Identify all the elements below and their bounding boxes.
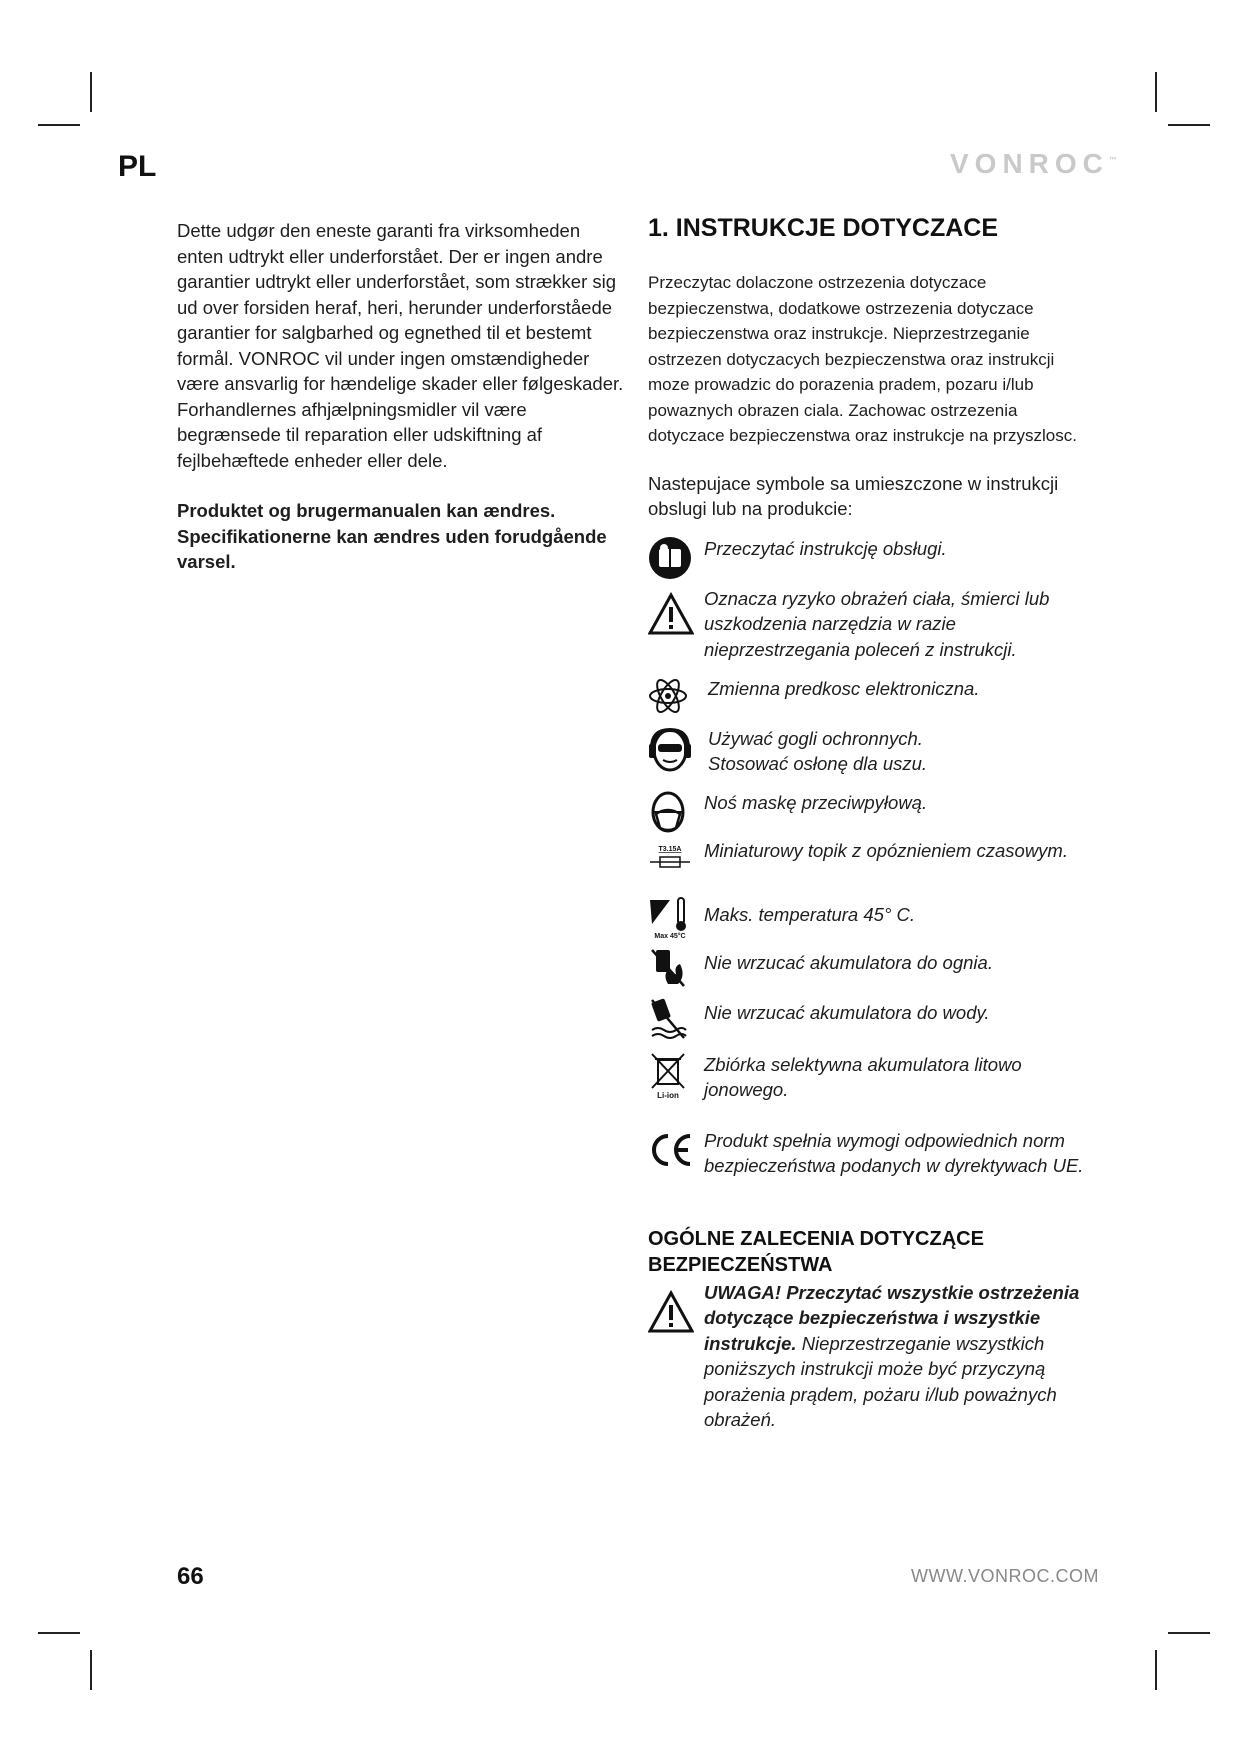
symbol-row <box>648 1128 1098 1204</box>
page-number: 66 <box>177 1563 204 1590</box>
warning-triangle-icon <box>648 1280 704 1334</box>
symbol-text: Oznacza ryzyko obrażeń ciała, śmierci lub uszkodzenia narzędzia w razie nieprzestrzegania poleceń z instrukcji. <box>704 587 1050 660</box>
symbol-text: Zbiórka selektywna akumulatora litowo jonowego. <box>704 1053 1022 1100</box>
symbol-text: Nie wrzucać akumulatora do ognia. <box>704 951 993 973</box>
symbol-text: Maks. temperatura 45° C. <box>704 903 915 925</box>
symbol-text: Zmienna predkosc elektroniczna. <box>708 677 980 699</box>
right-column <box>648 212 1098 1433</box>
symbol-row <box>648 950 1098 1000</box>
left-column <box>177 218 627 600</box>
website-url: WWW.VONROC.COM <box>911 1566 1099 1586</box>
general-warning-text <box>704 1280 1098 1433</box>
max-temperature-icon <box>648 902 704 940</box>
crop-mark <box>90 72 92 112</box>
ce-mark-icon <box>648 1128 704 1168</box>
symbols-intro: Nastepujace symbole sa umieszczone w instrukcji obslugi lub na produkcie: <box>648 472 1059 519</box>
brand-logo: VONROC™ <box>950 148 1117 179</box>
symbol-text: Przeczytać instrukcję obsługi. <box>704 537 947 559</box>
crop-mark <box>38 124 80 126</box>
crop-mark <box>90 1650 92 1690</box>
symbol-row <box>648 536 1098 586</box>
symbol-text: Produkt spełnia wymogi odpowiednich norm bezpieczeństwa podanych w dyrektywach UE. <box>704 1129 1084 1176</box>
symbol-text: Używać gogli ochronnych. Stosować osłonę dla uszu. <box>708 727 928 774</box>
crop-mark <box>38 1632 80 1634</box>
symbol-row <box>648 1000 1098 1052</box>
crop-mark <box>1168 124 1210 126</box>
no-fire-icon <box>648 950 704 988</box>
read-manual-icon <box>648 536 704 580</box>
symbol-row <box>648 726 1098 790</box>
symbol-text: Noś maskę przeciwpyłową. <box>704 791 928 813</box>
bin-icon-label: Li-ion <box>657 1090 679 1100</box>
crop-mark <box>1168 1632 1210 1634</box>
dust-mask-icon <box>648 790 704 834</box>
symbol-text: Miniaturowy topik z opóznieniem czasowym. <box>704 839 1068 861</box>
symbol-row <box>648 902 1098 950</box>
crossed-bin-icon <box>648 1052 704 1100</box>
warranty-paragraph: Dette udgør den eneste garanti fra virksomheden enten udtrykt eller underforstået. Der er ingen andre garantier udtrykt eller underforstået, som strækker sig ud over forsiden heraf, heri, herunder underforståede garantier for salgbarhed og egnethed til et bestemt formål. VONROC vil under ingen omstændigheder være ansvarlig for hændelige skader eller følgeskader. Forhandlernes afhjælpningsmidler vil være begrænsede til reparation eller udskiftning af fejlbehæftede enheder eller dele. <box>177 220 624 471</box>
warning-bold: UWAGA! Przeczytać wszystkie ostrzeżenia dotyczące bezpieczeństwa i wszystkie instrukcje. <box>704 1281 1080 1354</box>
symbol-row <box>648 586 1098 676</box>
fuse-icon <box>648 838 704 872</box>
language-code: PL <box>118 150 157 183</box>
no-water-icon <box>648 1000 704 1040</box>
symbol-text: Nie wrzucać akumulatora do wody. <box>704 1001 990 1023</box>
section-title: 1. INSTRUKCJE DOTYCZACE <box>648 214 999 242</box>
general-safety-title: OGÓLNE ZALECENIA DOTYCZĄCE BEZPIECZEŃSTWA <box>648 1227 984 1276</box>
crop-mark <box>1155 72 1157 112</box>
change-notice: Produktet og brugermanualen kan ændres. Specifikationerne kan ændres uden forudgående varsel. <box>177 500 607 572</box>
fuse-icon-label: T3.15A <box>658 845 682 853</box>
symbol-row <box>648 676 1098 726</box>
brand-logo-text: VONROC <box>950 148 1109 179</box>
safety-intro: Przeczytac dolaczone ostrzezenia dotyczace bezpieczenstwa, dodatkowe ostrzezenia dotyczace bezpieczenstwa oraz instrukcje. Nieprzestrzeganie ostrzezen dotyczacych bezpieczenstwa oraz instrukcji moze prowadzic do porazenia pradem, pozaru i/lub powaznych obrazen ciala. Zachowac ostrzezenia dotyczace bezpieczenstwa oraz instrukcje na przyszlosc. <box>648 273 1077 445</box>
symbol-row <box>648 1052 1098 1128</box>
symbol-row <box>648 790 1098 838</box>
symbol-row <box>648 838 1098 902</box>
warning-triangle-icon <box>648 586 704 636</box>
goggles-earmuffs-icon <box>648 726 704 772</box>
crop-mark <box>1155 1650 1157 1690</box>
temperature-icon-label: Max 45°C <box>654 932 686 940</box>
general-warning <box>648 1280 1098 1433</box>
electronic-speed-icon <box>648 676 704 716</box>
warning-rest: Nieprzestrzeganie wszystkich poniższych instrukcji może być przyczyną porażenia prądem, pożaru i/lub poważnych obrażeń. <box>704 1332 1057 1430</box>
